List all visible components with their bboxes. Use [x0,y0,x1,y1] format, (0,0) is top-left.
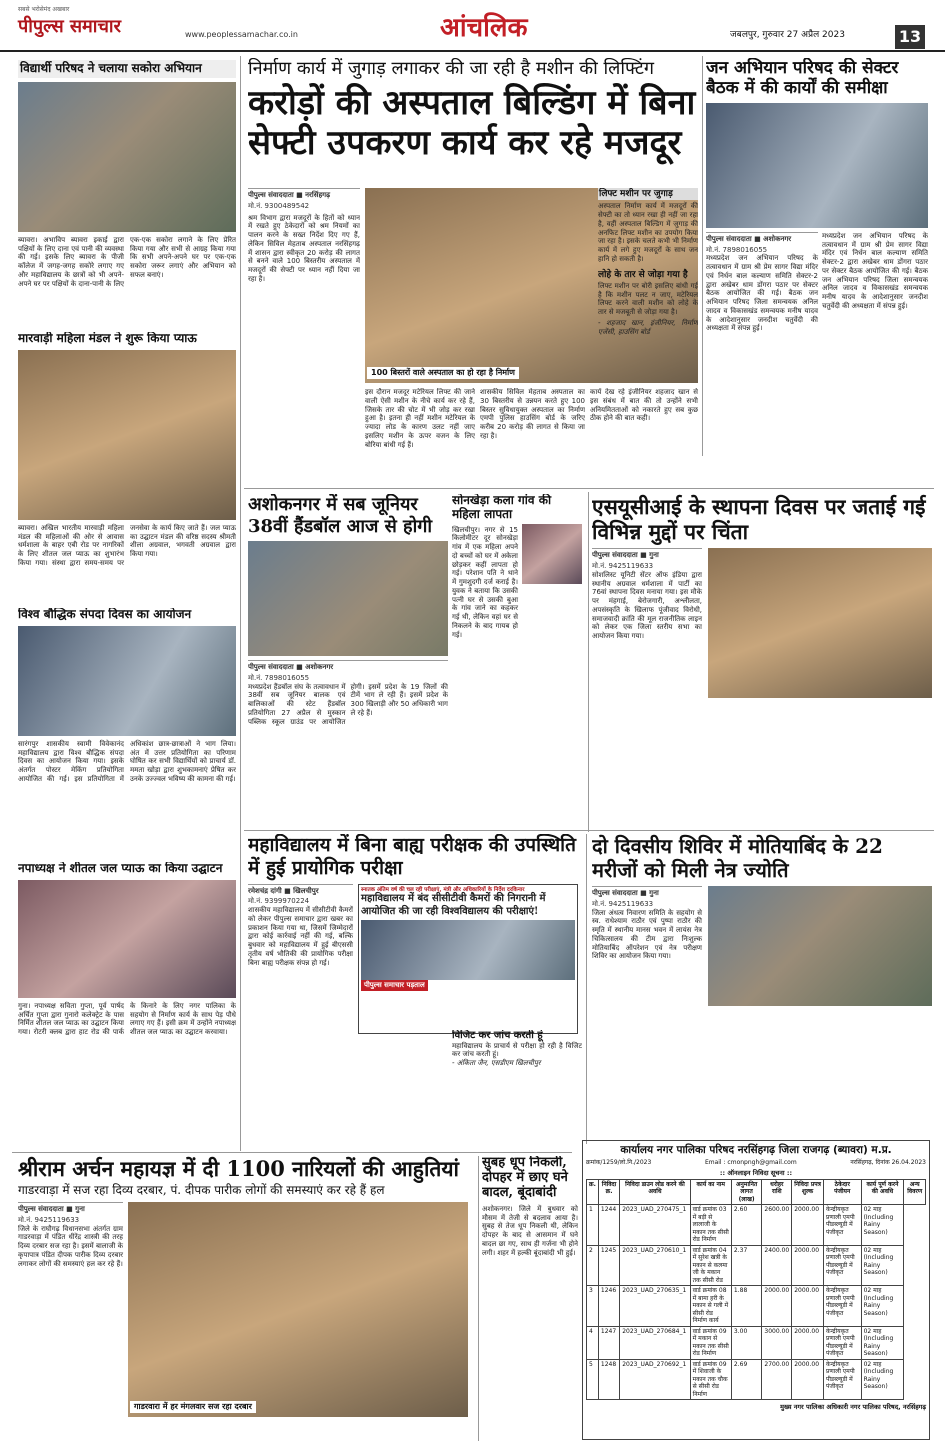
table-cell: 1246 [598,1286,619,1327]
article-body: मध्यप्रदेश जन अभियान परिषद के तत्वावधान में ग्राम श्री प्रेम सागर विद्या मंदिर एवं निर्धन बाल कल्याण समिति सेक्टर-2 द्वारा अखेबर धाम डोंगरा पठार पर सेक्टर बैठक आयोजित की गई। बैठक जन अभियान परिषद जिला समन्वयक अनिल जादव व विकासखंड समन्वयक मनीष यादव के आदेशानुसार जनदीश चतुर्वेदी की अध्यक्षता में संपन्न हुई। [706,254,818,333]
article-mobile: मो.नं. 9399970224 [248,897,310,906]
table-cell: 1.88 [731,1286,761,1327]
article-col [592,886,702,1006]
article-body: खिलचीपुर। नगर से 15 किलोमीटर दूर सोनखेड़ा गांव में एक महिला अपने दो बच्चों को घर में अकेला छोड़कर कहीं लापता हो गई। परेशान पति ने थाने में गुमशुदगी दर्ज कराई है। युवक ने बताया कि उसकी पत्नी घर से उसकी बुआ के गांव जाने का कहकर गई थी, लेकिन वहां घर से निकलने के बाद गायब हो गई। [452,525,518,639]
note-attribution: - अंकिता जैन, एसडीएम खिलचीपुर [452,1059,541,1067]
table-cell: 4 [587,1326,599,1359]
table-cell: 1 [587,1205,599,1246]
table-cell: 2023_UAD_270684_1 [620,1326,690,1359]
exam-inset-clipping [358,884,578,1034]
row-divider [12,1152,572,1153]
article-mobile: मो.नं. 7898016055 [248,673,310,682]
table-cell: 1244 [598,1205,619,1246]
article-byline: रमेशचंद्र दांगी ■ खिलचीपुर [248,884,353,896]
note-body: महाविद्यालय के प्राचार्य से परीक्षा हो रही है विजिट कर जांच करती हूं। [452,1041,582,1059]
lead-body-1: श्रम विभाग द्वारा मजदूरों के हितों को ध्यान में रखते हुए ठेकेदारों को श्रम नियमों का पालन करने के सख्त निर्देश दिए गए हैं, लेकिन सिविल मेहताब अस्पताल नरसिंहगढ़ में शासन द्वारा स्वीकृत 20 करोड़ की लागत से बनने वाले 100 बिस्तरीय अस्पताल में मजदूरों की सेफ्टी पर ध्यान नहीं दिया जा रहा है। [248,213,360,283]
table-cell: केन्द्रीयकृत प्रणाली एमपी पीडब्ल्यूडी में पंजीकृत [823,1359,861,1400]
tender-notice [582,1140,930,1440]
lead-kicker: निर्माण कार्य में जुगाड़ लगाकर की जा रही है मशीन की लिफ्टिंग [248,58,655,79]
table-header: निविदा प्रपत्र शुल्क [792,1179,824,1205]
table-cell: केन्द्रीयकृत प्रणाली एमपी पीडब्ल्यूडी में पंजीकृत [823,1245,861,1286]
table-header: अन्य विवरण [904,1179,926,1205]
article-body: ब्यावरा। अभाविप ब्यावरा इकाई द्वारा पक्षियों के लिए दाना एवं पानी की व्यवस्था की गई। इसके लिए ब्यावरा के पीजी कॉलेज में जगह-जगह सकोरे लगाए गए और महाविद्यालय के छात्रों को भी अपने-अपने घर पर पक्षियों के दाना-पानी के लिए एक-एक सकोरा लगाने के लिए प्रेरित किया गया और सभी से आग्रह किया गया कि सभी अपने-अपने घर पर एक-एक सकोरा जरूर लगाएं और अभियान को सफल बनाएं। [18,235,236,288]
table-cell: वार्ड क्रमांक 04 में सुरेश खत्री के मकान से कलमा जी के मकान तक सीसी रोड [690,1245,731,1286]
table-header: धरोहर राशि [762,1179,792,1205]
table-cell: 2023_UAD_270635_1 [620,1286,690,1327]
article-byline: पीपुल्स संवाददाता ■ गुना [18,1202,123,1214]
article-columns [592,548,932,698]
table-cell: 2000.00 [792,1326,824,1359]
article-body: अशोकनगर। जिले में बुधवार को मौसम में तेजी से बदलाव आया है। सुबह से तेज धूप निकली थी, लेकिन दोपहर के बाद से आसमान में घने बादल छा गए, साथ ही गर्जना भी होने लगी। शहर में हल्की बूंदाबांदी भी हुई। [482,1204,578,1257]
table-cell: 2 [587,1245,599,1286]
table-cell: 2023_UAD_270692_1 [620,1359,690,1400]
note-title: विजिट कर जांच करती हूं [452,1030,543,1041]
article-title[interactable]: एसयूसीआई के स्थापना दिवस पर जताई गई विभिन्न मुद्दों पर चिंता [592,494,926,545]
table-cell: केन्द्रीयकृत प्रणाली एमपी पीडब्ल्यूडी में पंजीकृत [823,1286,861,1327]
article-photo [18,350,236,520]
column-divider [240,56,241,1151]
page-number: 13 [895,25,925,49]
table-cell: 3.00 [731,1326,761,1359]
notice-signature: मुख्य नगर पालिका अधिकारी नगर पालिका परिषद, नरसिंहगढ़ [780,1403,926,1412]
table-row [587,1286,926,1327]
table-row [587,1245,926,1286]
article-water-booth [18,862,236,1150]
table-cell: 1245 [598,1245,619,1286]
article-body: गुना। नपाध्यक्ष सविता गुप्ता, पूर्व पार्षद अर्चित गुप्ता द्वारा गुनारो कलेक्ट्रेट के पास निर्मित शीतल जल प्याऊ का उद्घाटन किया गया। रोटरी क्लब द्वारा हाट रोड की पार्क के किनारे के लिए नगर पालिका के सहयोग से निर्माण कार्य के साथ पेड़ पौधे लगाए गए हैं। इसी क्रम में उन्होंने नपाध्यक्ष शीतल जल प्याऊ का उद्घाटन करवाया। [18,1001,236,1037]
exam-note [452,1030,582,1140]
table-cell: 2000.00 [792,1359,824,1400]
article-photo [708,886,932,1006]
inset-headline: महाविद्यालय में बंद सीसीटीवी कैमरों की निगरानी में आयोजित की जा रही विश्वविद्यालय की परीक्षाएं! [361,893,546,917]
table-cell: 2600.00 [762,1205,792,1246]
article-mobile: मो.नं. 9425119633 [18,1215,80,1224]
article-photo [128,1202,468,1417]
table-header: कार्य पूर्ण करने की अवधि [861,1179,904,1205]
article-title[interactable]: जन अभियान परिषद की सेक्टर बैठक में की कार्यों की समीक्षा [706,58,899,99]
missing-person-photo [522,524,582,584]
quote-title: लोहे के तार से जोड़ा गया है [598,269,688,280]
table-cell: 2700.00 [762,1359,792,1400]
article-title[interactable]: मारवाड़ी महिला मंडल ने शुरू किया प्याऊ [18,332,197,345]
article-photo [18,82,236,232]
column-divider [588,492,589,832]
photo-caption: गाडरवारा में हर मंगलवार सज रहा दरबार [130,1401,256,1413]
lead-byline: पीपुल्स संवाददाता ■ नरसिंहगढ़ [248,188,360,200]
table-header: ठेकेदार पंजीयन [823,1179,861,1205]
quote-attribution: - शहजाद खान, इंजीनियर, निर्माण एजेंसी, हाउसिंग बोर्ड [598,318,698,336]
table-cell: 2000.00 [792,1286,824,1327]
notice-subject: :: ऑनलाइन निविदा सूचना :: [719,1168,793,1177]
article-col [18,1202,123,1417]
article-title[interactable]: महाविद्यालय में बिना बाह्य परीक्षक की उपस्थिति में हुई प्रायोगिक परीक्षा [248,834,576,879]
table-cell: वार्ड क्रमांक 03 में बड़ी से लालाजी के मकान तक सीसी रोड निर्माण [690,1205,731,1246]
article-pyau [18,332,236,602]
table-cell: 2.69 [731,1359,761,1400]
notice-title: कार्यालय नगर पालिका परिषद नरसिंहगढ़ जिला राजगढ़ (ब्यावरा) म.प्र. [620,1144,892,1156]
notice-ref: क्रमांक/1259/लो.नि./2023 [586,1159,652,1167]
article-title[interactable]: विद्यार्थी परिषद ने चलाया सकोरा अभियान [18,60,236,78]
table-cell: 2000.00 [762,1286,792,1327]
masthead-tagline: सबसे भरोसेमंद अखबार [18,6,70,13]
article-subtitle: गाडरवाड़ा में सज रहा दिव्य दरबार, पं. दीपक पारीक लोगों की समस्याएं कर रहे हैं हल [18,1183,385,1198]
article-title[interactable]: श्रीराम अर्चन महायज्ञ में दी 1100 नारियलों की आहुतियां [18,1156,459,1181]
table-cell: 02 माह (Including Rainy Season) [861,1245,904,1286]
article-byline: पीपुल्स संवाददाता ■ अशोकनगर [706,232,818,244]
article-photo [706,103,928,228]
table-row [587,1326,926,1359]
article-body: शासकीय महाविद्यालय में सीसीटीवी कैमरों को लेकर पीपुल्स समाचार द्वारा खबर का प्रकाशन किया गया था, जिसमें जिम्मेदारों द्वारा कोई कार्रवाई नहीं की गई, बल्कि बुधवार को महाविद्यालय में हुई बीएससी तृतीय वर्ष भौतिकी की प्रायोगिक परीक्षा बिना बाह्य परीक्षक संपन्न हो गई। [248,906,353,967]
article-col [592,548,702,698]
article-body-cont: मध्यप्रदेश जन अभियान परिषद के तत्वावधान में ग्राम श्री प्रेम सागर विद्या मंदिर एवं निर्धन बाल कल्याण समिति सेक्टर-2 द्वारा अखेबर धाम डोंगरा पठार पर सेक्टर बैठक आयोजित की गई। बैठक जन अभियान परिषद जिला समन्वयक अनिल जादव व विकासखंड समन्वयक मनीष यादव के आदेशानुसार जनदीश चतुर्वेदी की अध्यक्षता में संपन्न हुई। [822,231,928,310]
table-header: क्र. [587,1179,599,1205]
table-cell: केन्द्रीयकृत प्रणाली एमपी पीडब्ल्यूडी में पंजीकृत [823,1205,861,1246]
inset-photo [361,920,575,980]
handball-body [248,660,448,825]
notice-date: नरसिंहगढ़, दिनांक 26.04.2023 [850,1159,926,1167]
article-mobile: मो.नं. 9425119633 [592,562,654,571]
table-header: निविदा डाउन लोड करने की अवधि [620,1179,690,1205]
article-yagya [18,1156,476,1441]
article-body: सोशलिस्ट यूनिटी सेंटर ऑफ इंडिया द्वारा स्थानीय अग्रवाल धर्मशाला में पार्टी का 76वां स्थापना दिवस मनाया गया। इस मौके पर मंहगाई, बेरोजगारी, अश्लीलता, अपसंस्कृति के खिलाफ पूंजीवाद विरोधी, समाजवादी क्रांति की मूल राजनीतिक लाइन को लेकर एक जिला स्तरीय सभा का आयोजन किया गया। [592,570,702,641]
article-ip-day [18,608,236,858]
article-body: जिले के राघौगढ़ विधानसभा अंतर्गत ग्राम गाडरवाड़ा में पंडित धीरेंद्र शास्त्री की तरह दिव्य दरबार सज रहा है। इसमें बालाजी के कृपापात्र पंडित दीपक पारीक दिव्य दरबार लगाकर लोगों की समस्याएं हल कर रहे हैं। [18,1224,123,1268]
article-byline: पीपुल्स संवाददाता ■ गुना [592,886,702,898]
column-divider [478,1156,479,1441]
lead-headline[interactable]: करोड़ों की अस्पताल बिल्डिंग में बिना सेफ्टी उपकरण कार्य कर रहे मजदूर [248,82,696,164]
article-photo [248,541,448,656]
inset-kicker: स्नातक अंतिम वर्ष की चल रही परीक्षाएं, मंत्री और अधिकारियों के निर्देश दरकिनार [361,886,525,893]
table-header-row [587,1179,926,1205]
notice-email[interactable]: Email : cmonpngh@gmail.com [704,1159,797,1167]
table-cell: 02 माह (Including Rainy Season) [861,1205,904,1246]
article-title[interactable]: विश्व बौद्धिक संपदा दिवस का आयोजन [18,608,192,621]
table-header: निविदा क्र. [598,1179,619,1205]
article-col [706,232,818,333]
table-cell: 2.60 [731,1205,761,1246]
article-sucii [592,494,932,829]
lead-body-4: कार्य देख रहे इंजीनियर शहजाद खान से इस संबंध में बात की तो उन्होंने सभी अनियमितताओं को नकारते हुए सब कुछ ठीक होने की बात कही। [590,388,698,423]
article-title[interactable]: दो दिवसीय शिविर में मोतियाबिंद के 22 मरीजों को मिली नेत्र ज्योति [592,834,883,882]
article-weather [482,1156,578,1441]
table-cell: वार्ड क्रमांक 08 में बामा हरी के मकान से गली में सीसी रोड निर्माण कार्य [690,1286,731,1327]
table-cell: 3 [587,1286,599,1327]
section-title: आंचलिक [440,13,528,43]
lead-body-2: इस दौरान मजदूर मटेरियल लिफ्ट की जाने वाली ऐसी मशीन के नीचे कार्य कर रहे हैं, जिसके तार की चोट में भी जोड़ कर रखा हुआ है। इतना ही नहीं मशीन मटेरियल के ज्यादा लोड के कारण उलट नहीं जाए इसलिए मशीन के ऊपर वजन के लिए बोरिया बांधी गई हैं। [365,388,475,449]
table-cell: 02 माह (Including Rainy Season) [861,1326,904,1359]
article-sakora [18,60,236,328]
table-cell: 2.37 [731,1245,761,1286]
table-cell: वार्ड क्रमांक 09 में मकान से मकान तक सीसी रोड निर्माण [690,1326,731,1359]
table-cell: 3000.00 [762,1326,792,1359]
article-eye-camp [592,834,932,1139]
table-cell: वार्ड क्रमांक 09 में शिवाजी के मकान तक चौक से सीसी रोड निर्माण [690,1359,731,1400]
newspaper-logo[interactable]: पीपुल्स समाचार [18,16,121,37]
table-cell: 1248 [598,1359,619,1400]
article-columns [18,1202,476,1417]
lead-col-2 [365,388,475,478]
yagya-photo-wrap [128,1202,468,1417]
lead-col-3 [480,388,585,478]
row-divider [244,488,934,489]
article-col [248,884,353,1034]
tender-table [586,1179,926,1401]
table-cell: 1247 [598,1326,619,1359]
issue-date: जबलपुर, गुरुवार 27 अप्रैल 2023 [730,30,845,40]
article-title[interactable]: नपाध्यक्ष ने शीतल जल प्याऊ का किया उद्घाटन [18,862,223,875]
table-cell: 2023_UAD_270610_1 [620,1245,690,1286]
article-missing-woman [452,494,582,829]
table-header: कार्य का नाम [690,1179,731,1205]
table-cell: 2000.00 [792,1205,824,1246]
article-body: मध्यप्रदेश हैंडबॉल संघ के तत्वावधान में 38वीं सब जूनियर बालक एवं बालिकाओं की स्टेट हैंडबॉल प्रतियोगिता 27 अप्रैल से मुस्कान पब्लिक स्कूल ग्राउंड पर आयोजित होगी। इसमें प्रदेश के 19 जिलों की टीमें भाग ले रही हैं। इसमें प्रदेश के 300 खिलाड़ी और 50 अधिकारी भाग ले रहे हैं। [248,682,448,726]
article-title[interactable]: सोनखेड़ा कला गांव की महिला लापता [452,494,552,521]
article-columns [706,232,928,333]
masthead [0,0,945,52]
table-row [587,1205,926,1246]
article-body: ब्यावरा। अखिल भारतीय मारवाड़ी महिला मंडल की महिलाओं की ओर से आवास धर्मशाला के बाहर एबी रोड पर नागरिकों के लिए शीतल जल प्याऊ का शुभारंभ किया गया। संस्था द्वारा समय-समय पर जनसेवा के कार्य किए जाते हैं। जल प्याऊ का उद्घाटन मंडल की वरिष्ठ सदस्य श्रीमती शीला अग्रवाल, भगवती अग्रवाल द्वारा किया गया। [18,523,236,567]
table-body [587,1205,926,1400]
table-header: अनुमानित लागत (लाख) [731,1179,761,1205]
table-cell: 02 माह (Including Rainy Season) [861,1359,904,1400]
table-cell: 02 माह (Including Rainy Season) [861,1286,904,1327]
lead-body-3: शासकीय सिविल मेहताब अस्पताल का 30 बिस्तरीय से उन्नयन करते हुए 100 बिस्तर सुविधायुक्त अस्पताल का निर्माण एमपी पुलिस हाउसिंग बोर्ड के जरिए करीब 20 करोड़ की लागत से किया जा रहा है। [480,388,585,440]
article-jan-abhiyan [706,58,928,458]
article-columns [248,884,578,1034]
article-title[interactable]: अशोकनगर में सब जूनियर 38वीं हैंडबॉल आज से होगी [248,494,433,537]
lead-sidebar [598,188,698,488]
article-body: सारंगपुर शासकीय स्वामी विवेकानंद महाविद्यालय द्वारा विश्व बौद्धिक संपदा दिवस का आयोजन किया गया। इसके अंतर्गत पोस्टर मेकिंग प्रतियोगिता आयोजित की गई। इस प्रतियोगिता में अधिकांश छात्र-छात्राओं ने भाग लिया। अंत में उत्तर प्रतियोगिता का परिणाम घोषित कर सभी विद्यार्थियों को प्राचार्य डॉ. ममता खोड़ा द्वारा शुभकामनाएं प्रेषित कर उनके उज्ज्वल भविष्य की कामना की गई। [18,739,236,783]
website-url[interactable]: www.peoplessamachar.co.in [185,30,298,39]
article-mobile: मो.नं. 9425119633 [592,899,654,908]
table-cell: केन्द्रीयकृत प्रणाली एमपी पीडब्ल्यूडी में पंजीकृत [823,1326,861,1359]
column-divider [586,834,587,1144]
lead-mobile: मो.नं. 9300489542 [248,201,310,210]
table-cell: 2000.00 [792,1245,824,1286]
table-cell: 5 [587,1359,599,1400]
article-title[interactable]: सुबह धूप निकली, दोपहर में छाए घने बादल, बूंदाबांदी [482,1156,568,1200]
sidebar-body: अस्पताल निर्माण कार्य में मजदूरों की सेफ्टी का तो ध्यान रखा ही नहीं जा रहा है, वहीं अस्पताल बिल्डिंग में जुगाड़ की अनफिट लिफ्ट मशीन का उपयोग किया जा रहा है। इसके चलते कभी भी निर्माण कार्य में लगे हुए मजदूरों के साथ जन हानि हो सकती है। [598,202,698,263]
article-byline: पीपुल्स संवाददाता ■ अशोकनगर [248,660,448,672]
article-photo [18,626,236,736]
article-photo [708,548,932,698]
article-mobile: मो.नं. 7898016055 [706,245,768,254]
table-cell: 2023_UAD_270475_1 [620,1205,690,1246]
lead-col-1 [248,188,360,478]
table-row [587,1359,926,1400]
lead-photo-caption: 100 बिस्तरों वाले अस्पताल का हो रहा है निर्माण [367,367,519,379]
table-cell: 2400.00 [762,1245,792,1286]
article-byline: पीपुल्स संवाददाता ■ गुना [592,548,702,560]
column-divider [702,56,703,456]
sidebar-title: लिफ्ट मशीन पर जुगाड़ [598,188,698,200]
quote-body: लिफ्ट मशीन पर बोरी इसलिए बांधी गई है कि मशीन पलट न जाए, मटेरियल लिफ्ट करने वाली मशीन को लोहे के तार से मजबूती से जोड़ा गया है। [598,281,698,317]
row-divider [244,830,934,831]
article-columns [592,886,932,1006]
article-photo [18,880,236,998]
clip-label: पीपुल्स समाचार पड़ताल [361,980,428,991]
article-body: जिला अंधत्व निवारण समिति के सहयोग से स्व. राधेश्याम राठौर एवं पुष्पा राठौर की स्मृति में स्थानीय मानस भवन में लायंस नेत्र चिकित्सालय की टीम द्वारा निःशुल्क मोतियाबिंद ऑपरेशन एवं नेत्र परीक्षण शिविर का आयोजन किया गया। [592,908,702,961]
notice-meta [586,1159,926,1167]
